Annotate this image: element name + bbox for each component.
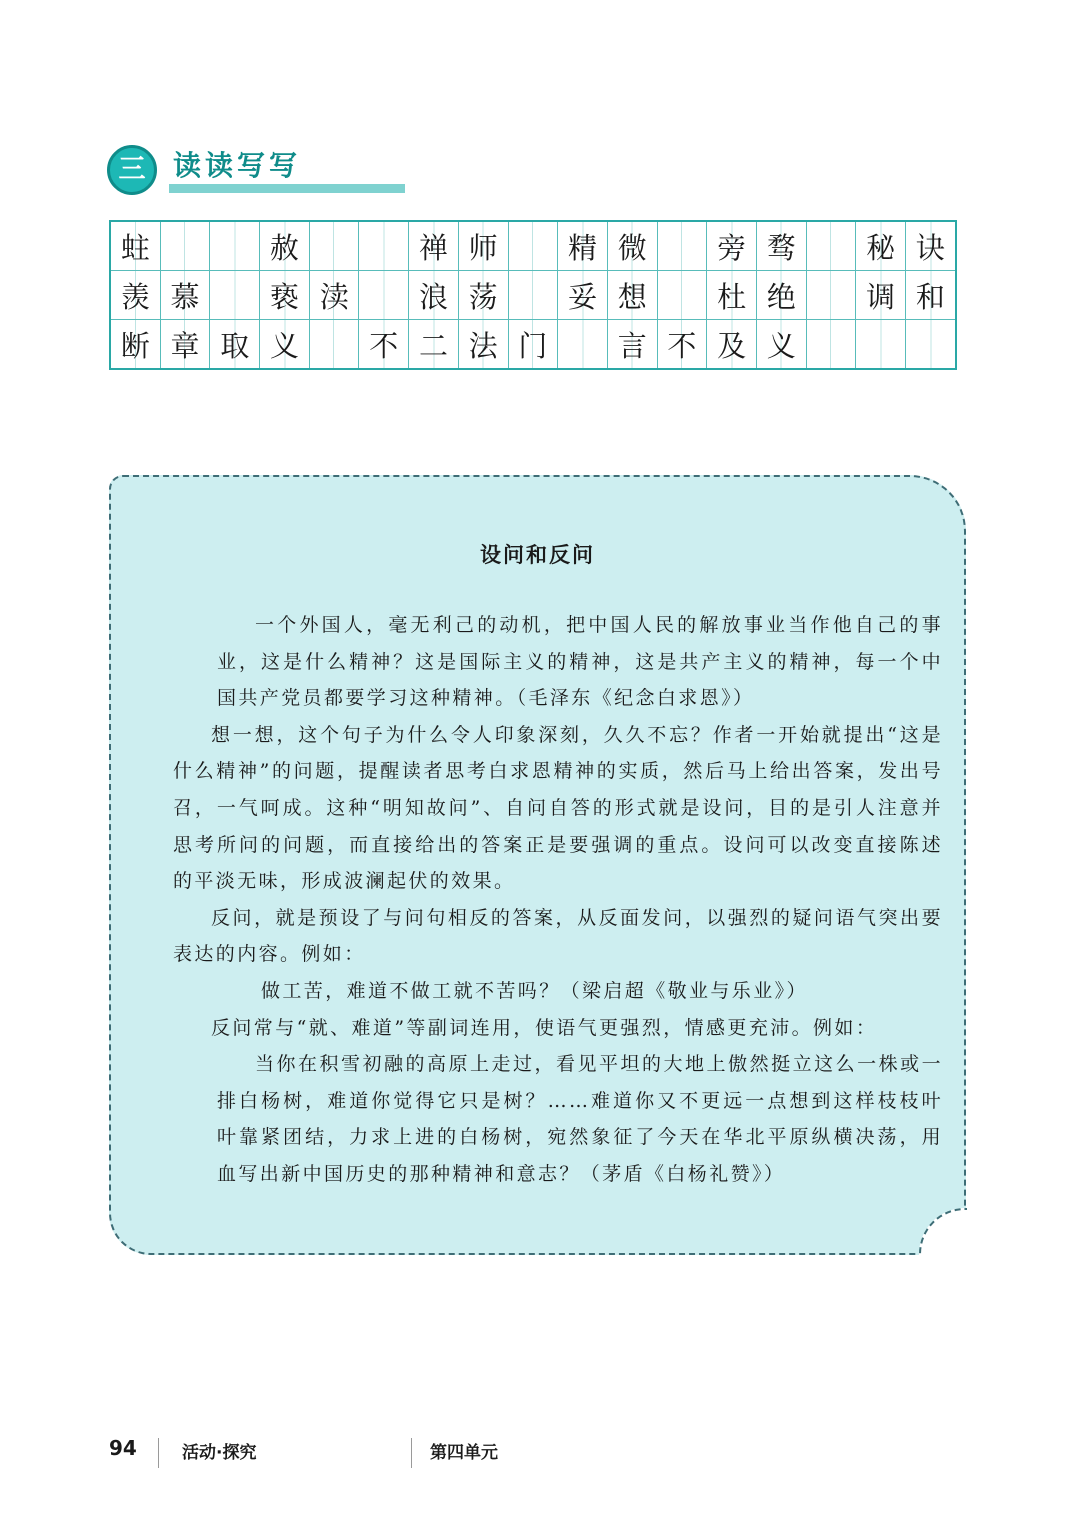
title-underline [169,184,405,193]
grid-cell [657,221,707,271]
box-body [173,607,943,1193]
grid-cell: 诀 [906,221,956,271]
paragraph-text: 一个外国人，毫无利己的动机，把中国人民的解放事业当作他自己的事业，这是什么精神？这是国际主义的精神，这是共产主义的精神，每一个中国共产党员都要学习这种精神。（毛泽东《纪念白求恩》） [217,614,943,710]
grid-cell [210,221,260,271]
grid-cell: 想 [607,271,657,320]
grid-cell [359,221,409,271]
grid-cell: 蛀 [110,221,160,271]
example-quote-1 [173,607,943,717]
grid-cell: 慕 [160,271,210,320]
grid-cell: 骛 [756,221,806,271]
grid-cell: 杜 [707,271,757,320]
grid-cell: 微 [607,221,657,271]
grid-cell [806,271,856,320]
grid-cell [856,320,906,370]
grid-cell [508,271,558,320]
grid-cell: 羡 [110,271,160,320]
writing-grid-container [109,220,957,370]
footer-divider [411,1438,412,1468]
grid-cell [806,320,856,370]
page-number: 94 [109,1436,137,1460]
grid-cell: 禅 [409,221,459,271]
grid-row [110,271,956,320]
grid-cell: 义 [260,320,310,370]
footer-left-label: 活动·探究 [182,1443,257,1463]
explanation-paragraph-1: 想一想，这个句子为什么令人印象深刻，久久不忘？作者一开始就提出“这是什么精神”的问题，提醒读者思考白求恩精神的实质，然后马上给出答案，发出号召，一气呵成。这种“明知故问”、自问自答的形式就是设问，目的是引人注意并思考所问的问题，而直接给出的答案正是要强调的重点。设问可以改变直接陈述的平淡无味，形成波澜起伏的效果。 [173,723,943,893]
footer-right-label: 第四单元 [430,1443,498,1463]
grid-cell: 荡 [458,271,508,320]
writing-grid [109,220,957,370]
grid-cell [806,221,856,271]
paragraph-text: 当你在积雪初融的高原上走过，看见平坦的大地上傲然挺立这么一株或一排白杨树，难道你觉得它只是树？……难道你又不更远一点想到这样枝枝叶叶靠紧团结，力求上进的白杨树，宛然象征了今天在华北平原纵横决荡，用血写出新中国历史的那种精神和意志？（茅盾《白杨礼赞》） [217,1053,943,1185]
grid-cell [160,221,210,271]
grid-cell: 妥 [558,271,608,320]
grid-cell [657,271,707,320]
grid-cell: 师 [458,221,508,271]
grid-row [110,320,956,370]
grid-cell [210,271,260,320]
grid-cell: 和 [906,271,956,320]
grid-cell: 精 [558,221,608,271]
section-number-badge: 三 [107,145,157,195]
grid-cell: 断 [110,320,160,370]
grid-cell: 渎 [309,271,359,320]
grid-cell: 绝 [756,271,806,320]
section-title: 读读写写 [173,149,302,182]
page-footer [0,1436,1080,1476]
grid-cell: 不 [359,320,409,370]
grid-cell: 言 [607,320,657,370]
grid-cell [508,221,558,271]
grid-cell: 法 [458,320,508,370]
grid-cell: 章 [160,320,210,370]
grid-cell: 义 [756,320,806,370]
grid-cell: 秘 [856,221,906,271]
grid-cell [558,320,608,370]
grid-cell: 不 [657,320,707,370]
grid-cell: 二 [409,320,459,370]
example-quote-3 [173,1046,943,1192]
grid-cell: 门 [508,320,558,370]
box-corner-notch [919,1208,967,1256]
explanation-paragraph-3: 反问常与“就、难道”等副词连用，使语气更强烈，情感更充沛。例如： [211,1016,878,1039]
grid-cell: 亵 [260,271,310,320]
grid-cell: 浪 [409,271,459,320]
grid-cell [309,221,359,271]
grid-cell [309,320,359,370]
grid-cell: 旁 [707,221,757,271]
grid-cell: 取 [210,320,260,370]
section-header [107,142,307,198]
grid-row [110,221,956,271]
footer-divider [158,1438,159,1468]
knowledge-box [109,475,966,1255]
grid-cell: 赦 [260,221,310,271]
explanation-paragraph-2: 反问，就是预设了与问句相反的答案，从反面发问，以强烈的疑问语气突出要表达的内容。例如： [173,906,943,966]
grid-cell: 及 [707,320,757,370]
box-title: 设问和反问 [480,543,595,567]
grid-cell [906,320,956,370]
example-quote-2: 做工苦，难道不做工就不苦吗？（梁启超《敬业与乐业》） [261,979,808,1002]
grid-cell [359,271,409,320]
grid-cell: 调 [856,271,906,320]
